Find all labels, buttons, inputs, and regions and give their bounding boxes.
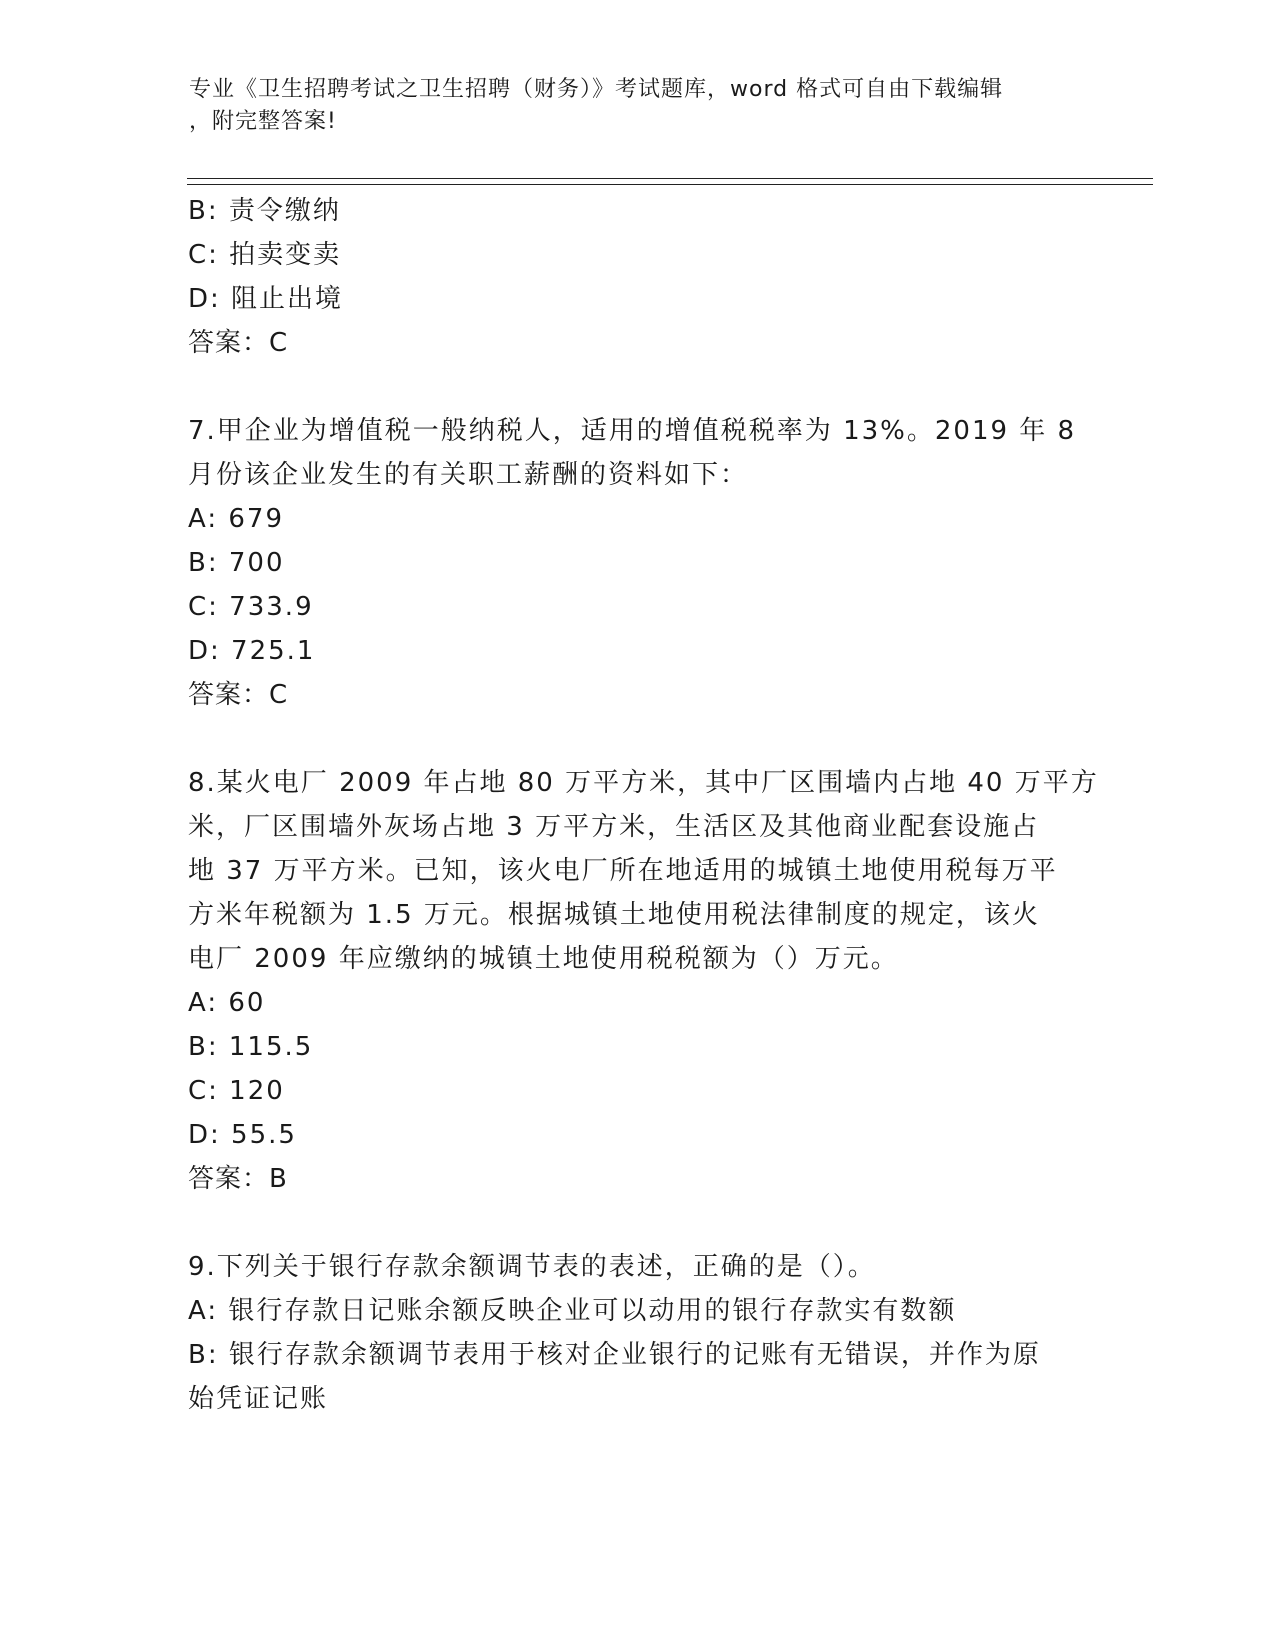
question-9-option-b-line-2: 始凭证记账 (188, 1384, 329, 1414)
question-8-stem-line-5: 电厂 2009 年应缴纳的城镇土地使用税税额为（）万元。 (188, 944, 899, 974)
header-line-1: 专业《卫生招聘考试之卫生招聘（财务）》考试题库，word 格式可自由下载编辑 (189, 77, 1004, 102)
question-8-option-d: D: 55.5 (188, 1120, 297, 1150)
option-c: C: 拍卖变卖 (188, 240, 342, 270)
header-line-2: ，附完整答案! (189, 109, 337, 134)
question-7-option-d: D: 725.1 (188, 636, 316, 666)
option-b: B: 责令缴纳 (188, 196, 341, 226)
question-9-option-b-line-1: B: 银行存款余额调节表用于核对企业银行的记账有无错误，并作为原 (188, 1340, 1041, 1370)
question-7-stem-line-2: 月份该企业发生的有关职工薪酬的资料如下： (188, 460, 749, 490)
question-8-stem-line-3: 地 37 万平方米。已知，该火电厂所在地适用的城镇土地使用税每万平 (188, 856, 1058, 886)
question-8-option-b: B: 115.5 (188, 1032, 314, 1062)
document-header (189, 74, 1069, 138)
question-9-option-a: A: 银行存款日记账余额反映企业可以动用的银行存款实有数额 (188, 1296, 957, 1326)
question-7-option-a: A: 679 (188, 504, 284, 534)
question-9-stem: 9.下列关于银行存款余额调节表的表述，正确的是（）。 (188, 1252, 876, 1282)
question-7-option-b: B: 700 (188, 548, 285, 578)
option-d: D: 阻止出境 (188, 284, 344, 314)
question-8-option-a: A: 60 (188, 988, 266, 1018)
question-7-answer: 答案：C (188, 680, 289, 710)
answer-label: 答案：C (188, 328, 289, 358)
question-8-stem-line-4: 方米年税额为 1.5 万元。根据城镇土地使用税法律制度的规定，该火 (188, 900, 1040, 930)
header-rule-bottom (187, 184, 1153, 185)
header-rule-top (187, 178, 1153, 179)
question-7-stem-line-1: 7.甲企业为增值税一般纳税人，适用的增值税税率为 13%。2019 年 8 (188, 416, 1077, 446)
question-8-option-c: C: 120 (188, 1076, 285, 1106)
question-8-stem-line-2: 米，厂区围墙外灰场占地 3 万平方米，生活区及其他商业配套设施占 (188, 812, 1040, 842)
question-7-option-c: C: 733.9 (188, 592, 314, 622)
question-8-answer: 答案：B (188, 1164, 288, 1194)
question-8-stem-line-1: 8.某火电厂 2009 年占地 80 万平方米，其中厂区围墙内占地 40 万平方 (188, 768, 1099, 798)
